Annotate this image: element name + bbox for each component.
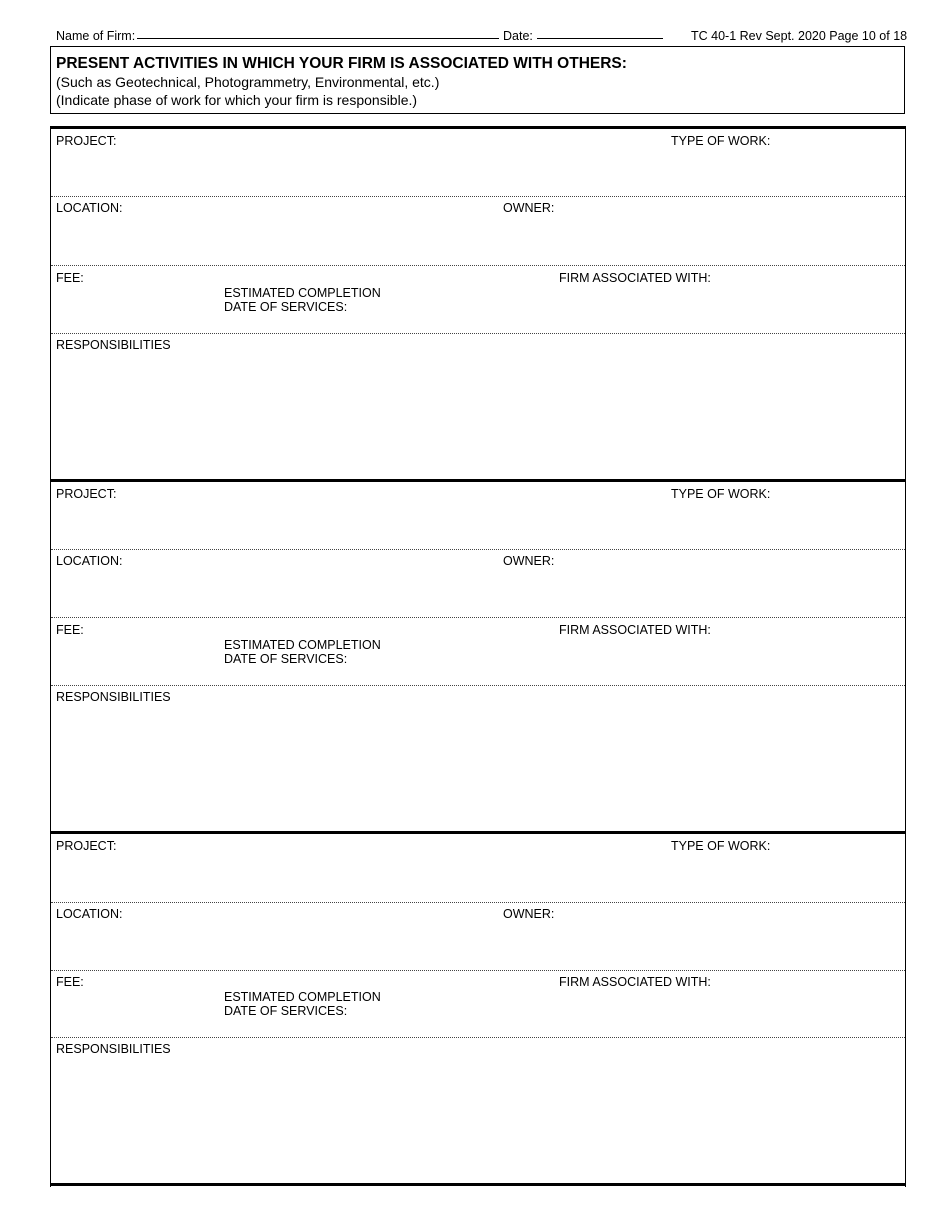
section-subtitle-1: (Such as Geotechnical, Photogrammetry, Environmental, etc.) (56, 74, 440, 90)
owner-label: OWNER: (503, 554, 555, 568)
responsibilities-label: RESPONSIBILITIES (56, 1042, 171, 1056)
row-divider (51, 970, 905, 971)
est-completion-label-line2: DATE OF SERVICES: (224, 652, 348, 666)
row-divider (51, 549, 905, 550)
row-divider (51, 617, 905, 618)
section-title: PRESENT ACTIVITIES IN WHICH YOUR FIRM IS ASSOCIATED WITH OTHERS: (56, 55, 627, 72)
date-label: Date: (503, 29, 533, 43)
row-divider (51, 902, 905, 903)
firm-associated-label: FIRM ASSOCIATED WITH: (559, 623, 711, 637)
fee-label: FEE: (56, 623, 84, 637)
name-of-firm-field[interactable] (137, 38, 499, 39)
row-divider (51, 196, 905, 197)
form-id: TC 40-1 Rev Sept. 2020 Page 10 of 18 (691, 29, 908, 43)
est-completion-label-line1: ESTIMATED COMPLETION (224, 286, 381, 300)
est-completion-label-line1: ESTIMATED COMPLETION (224, 990, 381, 1004)
owner-label: OWNER: (503, 907, 555, 921)
location-label: LOCATION: (56, 554, 123, 568)
est-completion-label-line2: DATE OF SERVICES: (224, 300, 348, 314)
project-entry-1 (0, 126, 950, 478)
name-of-firm-label: Name of Firm: (56, 29, 136, 43)
location-label: LOCATION: (56, 201, 123, 215)
fee-label: FEE: (56, 271, 84, 285)
row-divider (51, 1037, 905, 1038)
location-label: LOCATION: (56, 907, 123, 921)
owner-label: OWNER: (503, 201, 555, 215)
type-of-work-label: TYPE OF WORK: (671, 487, 771, 501)
est-completion-label-line2: DATE OF SERVICES: (224, 1004, 348, 1018)
responsibilities-label: RESPONSIBILITIES (56, 690, 171, 704)
project-label: PROJECT: (56, 839, 117, 853)
responsibilities-label: RESPONSIBILITIES (56, 338, 171, 352)
project-entry-2 (0, 479, 950, 831)
row-divider (51, 333, 905, 334)
firm-associated-label: FIRM ASSOCIATED WITH: (559, 271, 711, 285)
section-subtitle-2: (Indicate phase of work for which your firm is responsible.) (56, 92, 418, 108)
project-label: PROJECT: (56, 487, 117, 501)
project-label: PROJECT: (56, 134, 117, 148)
est-completion-label-line1: ESTIMATED COMPLETION (224, 638, 381, 652)
date-field[interactable] (537, 38, 663, 39)
block-divider (50, 1183, 906, 1186)
row-divider (51, 265, 905, 266)
type-of-work-label: TYPE OF WORK: (671, 839, 771, 853)
type-of-work-label: TYPE OF WORK: (671, 134, 771, 148)
fee-label: FEE: (56, 975, 84, 989)
project-entry-3 (0, 831, 950, 1183)
firm-associated-label: FIRM ASSOCIATED WITH: (559, 975, 711, 989)
row-divider (51, 685, 905, 686)
